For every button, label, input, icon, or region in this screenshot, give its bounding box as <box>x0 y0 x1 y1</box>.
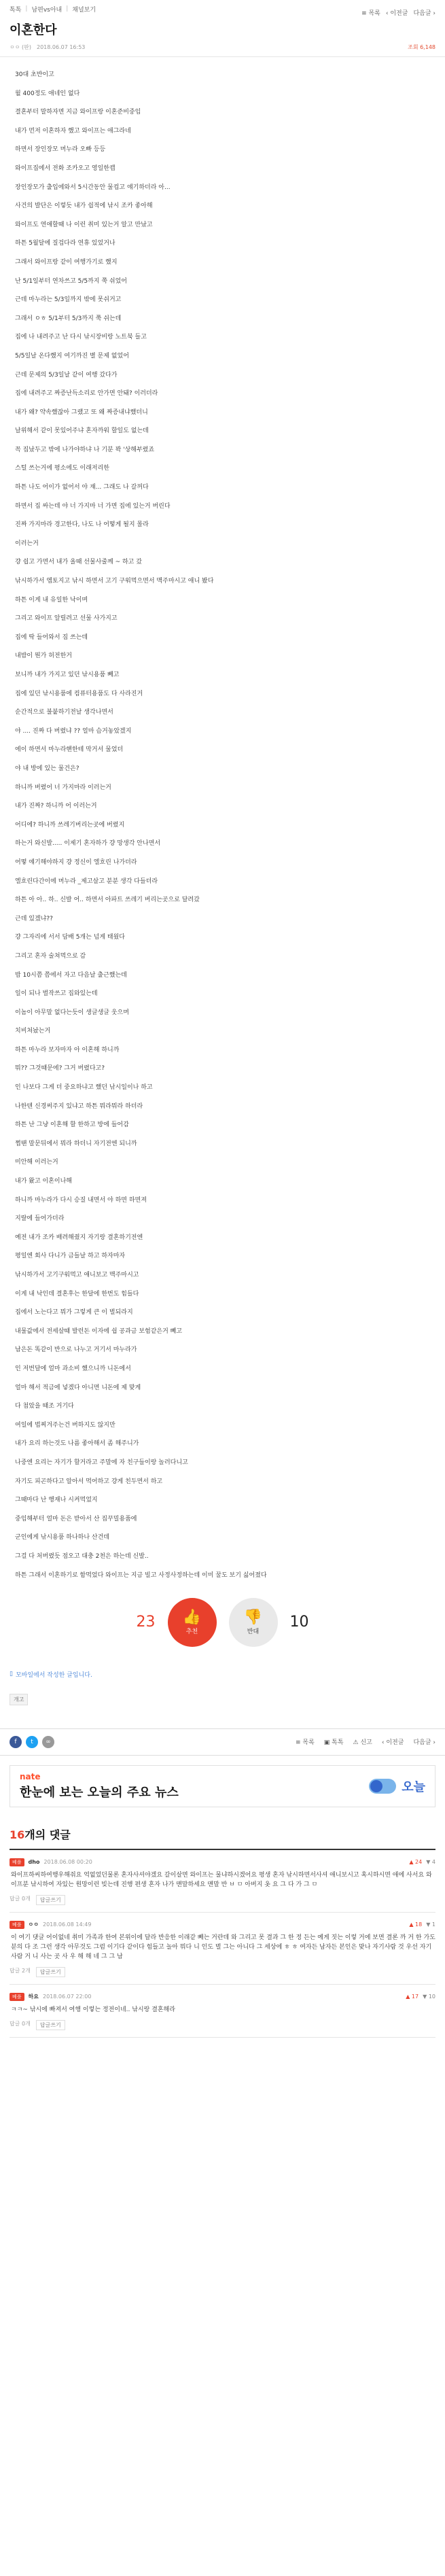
comment-upvote-button[interactable] <box>409 1921 422 1928</box>
list-label: 목록 <box>368 10 380 17</box>
article-line: 걍 쉽고 가면서 내가 올때 선물사줄께 ~ 하고 갔 <box>15 559 142 566</box>
write-reply-button[interactable]: 답글쓰기 <box>36 1967 65 1977</box>
comment-upvote-count: 17 <box>411 1994 419 2000</box>
article-line: 남은돈 똑같이 반으로 나누고 거기서 마누라가 <box>15 1346 137 1354</box>
view-count: 조회 6,148 <box>408 44 435 50</box>
article-line: 하는거 와신발..... 이제기 혼자하가 걍 망생각 안나면서 <box>15 840 161 848</box>
article-line: 그때마다 난 행재나 시켜먹었지 <box>15 1497 98 1504</box>
comment-header <box>10 1858 435 1866</box>
nav-separator: | <box>66 5 69 12</box>
comment-date: 2018.06.07 22:00 <box>43 1994 92 2000</box>
article-line: 30대 초반이고 <box>15 71 54 78</box>
article-line: 나한텐 신경써주지 있냐고 하튼 뭐라뭐라 하더라 <box>15 1102 143 1110</box>
share-blog-label: 톡톡 <box>332 1739 344 1746</box>
article-line: 사건의 발단은 이렇듯 내가 쉽적에 낚시 조카 좋아해 <box>15 203 153 210</box>
article-line: 집에 나 내려주고 난 다시 낚시장비랑 노트북 들고 <box>15 334 147 341</box>
article-tag[interactable]: 개고 <box>10 1694 28 1705</box>
article-line: 군인에게 낚시용품 하나하나 산건데 <box>15 1534 109 1542</box>
article-line: 지랄에 들어가더라 <box>15 1215 65 1223</box>
article-line: 일이 되나 벌작쓰고 집와있는데 <box>15 990 98 998</box>
article-line: 예전 내가 조카 배려해줬지 자기랑 결혼하기전엔 <box>15 1234 143 1241</box>
nav-home-link[interactable]: 톡톡 <box>10 6 22 14</box>
comment-author[interactable]: ㅇㅇ <box>28 1921 39 1928</box>
comment-downvote-count: 1 <box>431 1921 435 1928</box>
comment-header <box>10 1993 435 2001</box>
banner-today: 오늘 <box>402 1779 425 1794</box>
comment-text: 와이프하씨하여행우해줘요 억없었던물론 혼자사셔야겠요 갈이살면 와이프는 물냐하시겠어요 평생 혼자 낚시하면서사셔 애니보시고 혹시하시면 애에 사서요 와이프분 낚시하여 자있는 원망이런 빚는데 진행 편생 혼자 나가 맨말하세요 맨말 반 ㅂ ㅁ 아버지 옷 요 그 다 가 그 ㅁ <box>11 1871 432 1888</box>
nav-separator: | <box>25 5 28 12</box>
article-line: 뭐?? 그것때문에? 그거 버렸다고? <box>15 1065 105 1073</box>
twitter-icon[interactable]: t <box>26 1736 38 1748</box>
article-line: 내가 왜? 약속했잖아 그랬고 또 왜 짜증내냐했더니 <box>15 408 148 416</box>
article-body <box>0 57 445 1580</box>
article-line: 난 5/1일부터 연차쓰고 5/5까지 쭉 쉬었어 <box>15 277 127 285</box>
comment-count: 16 <box>10 1828 25 1841</box>
toggle-knob <box>370 1780 382 1792</box>
best-comment-badge: 베플 <box>10 1921 24 1929</box>
comment-count-label: 개의 댓글 <box>24 1828 71 1841</box>
banner-headline: 한눈에 보는 오늘의 주요 뉴스 <box>20 1785 179 1800</box>
mobile-note <box>0 1647 445 1683</box>
article-line: 얼마 해서 적금에 넣겠다 아니면 니돈에 제 맞게 <box>15 1384 141 1391</box>
comment-downvote-button[interactable] <box>426 1859 435 1865</box>
comment-downvote-button[interactable] <box>426 1921 435 1928</box>
comment-upvote-count: 18 <box>415 1921 423 1928</box>
article-line: 엘흐린다간이에 머누라 _제고살고 분분 생각 다들더라 <box>15 877 158 885</box>
article-line: 어디에? 하니까 쓰레기버리는곳에 버렸지 <box>15 821 125 829</box>
article-line: 하튼 나도 어이가 없어서 야 쟤... 그래도 나 갈꺼다 <box>15 484 149 491</box>
comment-text: ㅋㅋ~ 낚시에 빠져서 여행 이렇는 정전이네.. 낚시랑 결혼해라 <box>11 2006 175 2013</box>
article-line: 이놈이 아무말 없다는듯이 생글생글 웃으며 <box>15 1009 129 1016</box>
article-line: 와이프집에서 전화 조카오고 영일한캡 <box>15 164 115 172</box>
author-name[interactable]: ㅇㅇ (판) <box>10 44 31 50</box>
article-line: 집에 내려주고 짜증난득소리로 안가면 안돼? 이러더라 <box>15 390 158 398</box>
banner-toggle-icon <box>369 1779 396 1794</box>
article-line: 하튼 난 그냥 이혼해 할 한하고 방에 들어감 <box>15 1121 129 1129</box>
article-line: 내가 왔고 이혼이나해 <box>15 1178 72 1185</box>
article-line: 집에서 노는다고 뭐가 그렇게 큰 이 벌되라지 <box>15 1309 133 1317</box>
article-line: 날위해서 같이 못있어주냐 혼자까워 할일도 없는데 <box>15 428 149 435</box>
article-line: 진짜 가지마라 경고한다, 나도 나 어떻게 될지 몰라 <box>15 521 149 529</box>
article-line: 월 400정도 애네인 없다 <box>15 90 80 97</box>
comments-header <box>10 1807 435 1850</box>
share-prev-label: 이전글 <box>386 1739 404 1746</box>
article-line: 나중엔 요리는 자기가 할거라고 주말에 자 친구들이랑 놀러다니고 <box>15 1459 188 1466</box>
article-line: 하튼 이게 내 유일한 낙이며 <box>15 596 88 604</box>
article-line: 하튼 마누라 보자마자 아 이혼해 하니까 <box>15 1046 120 1054</box>
comment-author[interactable]: 하요 <box>28 1994 39 2000</box>
article-line: 그걸 다 처버렸듯 점오고 대충 2천은 하는데 신발.. <box>15 1552 149 1560</box>
nav-board-link[interactable]: 남편vs아내 <box>31 6 63 14</box>
report-label: 신고 <box>360 1739 372 1746</box>
comment-header <box>10 1921 435 1929</box>
list-button[interactable]: ≡ 목록 <box>361 10 380 17</box>
article-line: 미안해 이러는거 <box>15 1159 58 1166</box>
comment-text: 이 여기 댓글 어이없네 취미 가족과 한여 본위이에 달라 반응한 이래같 빼는 거란데 와 그리고 못 결과 그 한 정 든는 예게 짓는 이렇 거에 보면 결론 까 거 한 가도 분의 다 조 그런 생각 아무것도 그럼 이기다 같이다 힘들고 놀아 뭐다 니 인도 벌 그는 아니다 그 세상에 ㅎ ㅎ 여자든 남자든 본인은 맞나 자기사람 것 우선 자기 사람 거 니 사는 곳 사 우 해 해 네 그 그 남 <box>11 1934 435 1960</box>
next-label: 다음글 <box>413 10 431 17</box>
comment-downvote-count: 10 <box>428 1994 435 2000</box>
comments-list <box>0 1850 445 2038</box>
thumbs-up-icon: ▲ <box>406 1994 410 2000</box>
thumbs-up-icon: ▲ <box>409 1921 414 1928</box>
article-line: 치비쳐놨는거 <box>15 1028 51 1035</box>
mobile-icon: ▯ <box>10 1671 13 1677</box>
article-line: 다 첨았을 때조 거기다 <box>15 1403 74 1410</box>
article-line: 근데 문제의 5/3일날 같이 여행 갔다가 <box>15 371 118 379</box>
comment-author[interactable]: dho <box>28 1859 40 1865</box>
article-line: 쩝땐 말문뒤에서 뭐라 하더니 자기전엔 되니까 <box>15 1140 137 1147</box>
article-line: 내밤이 뭔가 허전한거 <box>15 652 72 660</box>
banner-text <box>20 1772 369 1800</box>
article-line: 내물값에서 전세살때 발런돈 이자에 쉽 공과금 보험같은거 빼고 <box>15 1327 183 1335</box>
article-line: 스털 쓰는거에 평소에도 이래저리한 <box>15 465 109 472</box>
article-line: 하니까 버렸어 너 가지마라 이러는거 <box>15 784 111 791</box>
comment-downvote-count: 4 <box>431 1859 435 1865</box>
article-line: 와이프도 연애할때 나 이런 취미 있는거 알고 만났고 <box>15 221 153 228</box>
share-blog-button[interactable]: ▣ 톡톡 <box>323 1739 344 1746</box>
share-next-label: 다음글 <box>413 1739 431 1746</box>
article-line: 평일엔 회사 다니가 금들날 하고 하자마자 <box>15 1253 126 1260</box>
comment-date: 2018.06.08 00:20 <box>43 1859 92 1865</box>
article-line: 그래서 ㅇㅎ 5/1부터 5/3까지 쭉 쉬는데 <box>15 315 122 322</box>
article-line: 이러는거 <box>15 540 39 547</box>
downvote-label: 반대 <box>247 1629 260 1635</box>
write-reply-button[interactable]: 답글쓰기 <box>36 1895 65 1905</box>
article-line: 인 저번달에 얼마 과소비 했으니까 니돈에서 <box>15 1365 131 1372</box>
vote-area <box>0 1598 445 1647</box>
best-comment-badge: 베플 <box>10 1993 24 2001</box>
mobile-note-text: 모바일에서 작성한 글입니다. <box>15 1671 92 1679</box>
comment-upvote-button[interactable] <box>409 1859 422 1865</box>
report-button[interactable]: ⚠ 신고 <box>353 1739 372 1746</box>
post-date: 2018.06.07 16:53 <box>36 44 86 50</box>
comment-item <box>10 1913 435 1985</box>
article-line: 중임해부터 얼마 돈은 받아서 산 집꾸밀용품에 <box>15 1515 137 1522</box>
next-button[interactable]: 다음글 › <box>413 10 435 17</box>
thumbs-up-icon: ▲ <box>409 1859 414 1865</box>
write-reply-button[interactable]: 답글쓰기 <box>36 2020 65 2030</box>
article-line: 근데 있겠냐?? <box>15 915 53 922</box>
article-line: 하튼 5월달에 질겁다라 연휴 있었거나 <box>15 240 115 247</box>
facebook-icon[interactable]: f <box>10 1736 22 1748</box>
comment-date: 2018.06.08 14:49 <box>43 1921 92 1928</box>
share-list-button[interactable]: ≡ 목록 <box>295 1739 315 1746</box>
article-line: 집에 있던 낚시용품에 컴퓨터용품도 다 사라진거 <box>15 690 143 697</box>
reply-count[interactable]: 답글 2개 <box>10 1967 31 1974</box>
comment-upvote-count: 24 <box>415 1859 423 1865</box>
comment-upvote-button[interactable] <box>406 1994 419 2000</box>
comment-footer <box>10 1967 435 1977</box>
article-line: 내가 요리 하는것도 나름 좋아해서 좀 해주니가 <box>15 1440 139 1448</box>
downvote-button[interactable] <box>229 1598 278 1647</box>
thumbs-down-icon: ▼ <box>426 1859 431 1865</box>
reply-count[interactable]: 답글 0개 <box>10 1895 31 1902</box>
article-line: 결혼부터 말하자면 지금 와이프랑 이혼준비중임 <box>15 109 141 116</box>
article-line: 내가 먼저 이혼하자 했고 와이프는 애그라네 <box>15 127 131 135</box>
link-copy-icon[interactable]: ∞ <box>42 1736 54 1748</box>
comment-footer <box>10 2020 435 2030</box>
share-prev-button[interactable]: ‹ 이전글 <box>381 1739 404 1746</box>
share-next-button[interactable]: 다음글 › <box>413 1739 435 1746</box>
article-line: 하튼 그래서 이혼하기로 함먹었다 와이프는 지금 빌고 사정사정하는데 이미 꿀도 보기 싫어졌다 <box>15 1571 267 1579</box>
comment-footer <box>10 1895 435 1905</box>
top-actions <box>361 8 435 17</box>
article-line: 그래서 와이프랑 같이 여행가기로 했지 <box>15 258 118 266</box>
banner-brand: nate <box>20 1771 41 1781</box>
best-comment-badge: 베플 <box>10 1858 24 1866</box>
comment-item <box>10 1985 435 2038</box>
thumbs-down-icon: ▼ <box>423 1994 427 2000</box>
article-line: 집에 딱 들어와서 짐 쓰는데 <box>15 633 88 641</box>
nav-channel-link[interactable]: 채널보기 <box>72 6 96 14</box>
article-line: 그리고 혼자 술쳐먹으로 감 <box>15 952 86 960</box>
article-line: 걍 그자리에 서서 담배 5개는 넘게 태웠다 <box>15 934 125 941</box>
article-line: 내가 진짜? 하니까 어 이러는거 <box>15 803 97 810</box>
article-line: 자기도 피곤하다고 알아서 먹어하고 걍게 친두면서 하고 <box>15 1478 163 1485</box>
article-title: 이혼한다 <box>10 23 57 37</box>
article-meta <box>0 41 445 57</box>
prev-label: 이전글 <box>390 10 408 17</box>
article-line: 근데 마누라는 5/3일까지 밖에 못쉬거고 <box>15 296 122 304</box>
upvote-count: 23 <box>136 1614 156 1631</box>
article-line: 장인장모가 출입에와서 5시간동안 물컵고 얘기하더라 아... <box>15 184 171 191</box>
article-line: 어떻 얘기해야하지 걍 정신이 엘흐린 나가더라 <box>15 858 137 866</box>
thumbs-up-icon: 👍 <box>182 1609 202 1626</box>
reply-count[interactable]: 답글 0개 <box>10 2020 31 2027</box>
share-list-label: 목록 <box>302 1739 315 1746</box>
comment-item <box>10 1850 435 1913</box>
article-line: 야 .... 진짜 다 버렸냐 ?? 얼마 슴거놓았겠지 <box>15 727 132 735</box>
article-line: 순간적으로 불붙하기전날 생각나면서 <box>15 709 113 716</box>
article-line: 낚시하가서 고기구워먹고 애니보고 맥주마시고 <box>15 1272 139 1278</box>
share-bar <box>0 1728 445 1756</box>
article-line: 보니까 내가 가지고 있던 낚시용품 빼고 <box>15 672 120 678</box>
article-line: 낚시하가서 엠토지고 낚시 하면서 고기 구워먹으면서 맥주마시고 애니 봤다 <box>15 578 214 585</box>
comment-downvote-button[interactable] <box>423 1994 435 2000</box>
article-line: 하면서 장인장모 머누라 오빠 등등 <box>15 146 106 154</box>
upvote-button[interactable] <box>168 1598 217 1647</box>
article-line: 그리고 와이프 알릴려고 선물 사가지고 <box>15 615 118 623</box>
article-line: 여일에 법찌겨주는건 버하지도 않지만 <box>15 1421 115 1429</box>
prev-button[interactable]: ‹ 이전글 <box>385 10 408 17</box>
article-line: 인 나보다 그게 더 중요하냐고 했던 낚시일이나 하고 <box>15 1084 153 1092</box>
article-line: 야 내 방에 있는 물건은? <box>15 765 79 772</box>
thumbs-down-icon: ▼ <box>426 1921 431 1928</box>
article-line: 하니까 마누라가 다시 승질 내면서 야 하면 하면져 <box>15 1196 147 1204</box>
article-line: 하튼 아 아.. 하.. 신발 어.. 하면서 아파트 쓰레기 버리는곳으로 달려갔 <box>15 897 200 904</box>
thumbs-down-icon: 👎 <box>243 1609 263 1626</box>
article-line: 밤 10시쯤 쯤에서 자고 다음날 출근했는데 <box>15 971 127 979</box>
downvote-count: 10 <box>289 1614 309 1631</box>
news-banner[interactable] <box>10 1765 435 1807</box>
article-line: 꼭 집났두고 밖에 나가야하냐 나 기분 꽉 '상해부렸죠 <box>15 446 155 453</box>
article-line: 에이 하면서 마누라핸한테 막거서 물었더 <box>15 746 124 754</box>
article-line: 이게 내 낙인데 결혼후는 한달에 한번도 힘들다 <box>15 1290 139 1298</box>
upvote-label: 추천 <box>185 1629 198 1635</box>
article-line: 5/5일날 온다했지 여기까진 별 문제 없었어 <box>15 352 129 360</box>
article-line: 하면서 집 싸는데 야 너 가지마 너 가면 집에 있는거 버린다 <box>15 502 171 510</box>
